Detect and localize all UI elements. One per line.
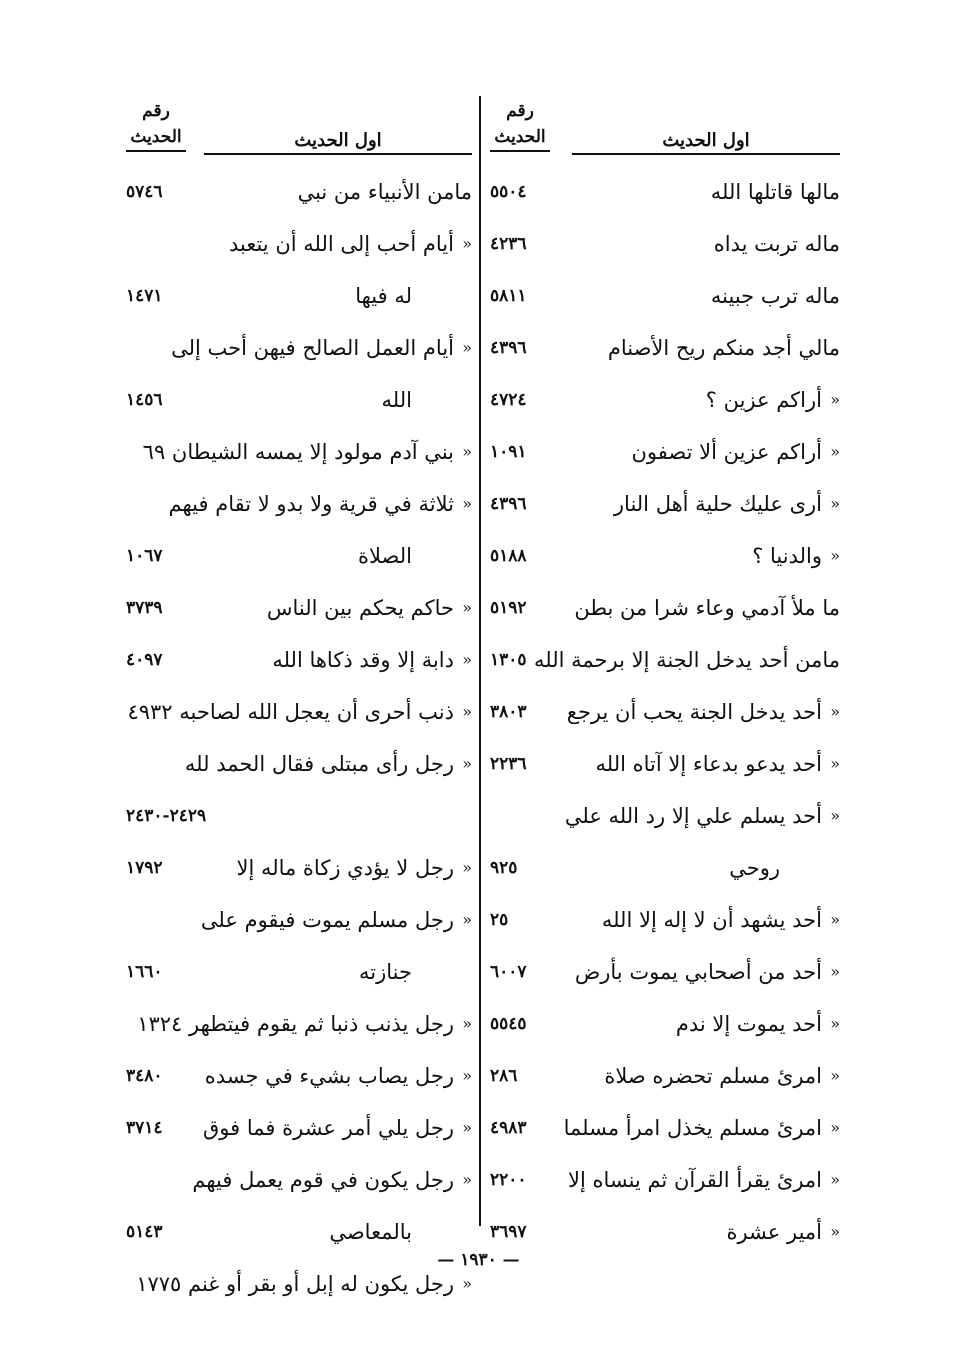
hadith-opening-text: أحد من أصحابي يموت بأرض [574,960,822,984]
hadith-number-header: رقم الحديث [126,100,186,152]
hadith-opening-text: أيام أحب إلى الله أن يتعبد [228,232,454,256]
ditto-mark: « [830,1222,840,1241]
index-entry [126,998,472,1050]
hadith-number: ٣٧٣٩ [126,598,163,618]
hadith-number: ٢٢٣٦ [490,754,527,774]
ditto-mark: « [830,754,840,773]
ditto-mark: « [830,1170,840,1189]
index-entry [126,478,472,530]
hadith-number: ٥٥٤٥ [490,1014,527,1034]
hadith-number: ٣٦٩٧ [490,1222,527,1242]
hadith-number: ٣٤٨٠ [126,1066,163,1086]
hadith-opening-text: الصلاة [358,544,412,568]
ditto-mark: « [830,962,840,981]
hadith-number: ٣٧١٤ [126,1118,163,1138]
hadith-opening-text: دابة إلا وقد ذكاها الله [272,648,454,672]
hadith-opening-text: امرئ يقرأ القرآن ثم ينساه إلا [567,1168,822,1192]
hadith-opening-text: مالها قاتلها الله [710,180,840,204]
ditto-mark: « [462,1170,472,1189]
hadith-opening-text: أراكم عزين ألا تصفون [631,440,822,464]
left-column [126,100,472,1310]
ditto-mark: « [462,1066,472,1085]
hadith-number: ٤٣٩٦ [490,494,527,514]
hadith-number: ١٧٩٢ [126,858,163,878]
left-entries [126,166,472,1310]
index-entry [126,582,472,634]
ditto-mark: « [830,494,840,513]
index-entry [126,530,472,582]
ditto-mark: « [830,1066,840,1085]
hadith-number: ٤٠٩٧ [126,650,163,670]
index-entry [126,842,472,894]
hadith-opening-text: ما ملأ آدمي وعاء شرا من بطن [574,596,840,620]
hadith-number: ٥٧٤٦ [126,182,163,202]
index-entry [126,1050,472,1102]
hadith-number: ٥٨١١ [490,286,527,306]
hadith-opening-text: ذنب أحرى أن يعجل الله لصاحبه ٤٩٣٢ [127,700,454,724]
hadith-opening-text: أراكم عزين ؟ [705,388,822,412]
index-entry [490,582,840,634]
ditto-mark: « [462,910,472,929]
ditto-mark: « [830,910,840,929]
hadith-opening-text: رجل يكون له إبل أو بقر أو غنم ١٧٧٥ [136,1272,454,1296]
hadith-opening-text: مامن الأنبياء من نبي [297,180,472,204]
index-entry [490,842,840,894]
hadith-number: ٢٤٢٩-٢٤٣٠ [126,806,207,826]
index-entry [126,946,472,998]
hadith-opening-text: امرئ مسلم يخذل امرأ مسلما [563,1116,822,1140]
hadith-number: ٢٢٠٠ [490,1170,527,1190]
index-entry [126,270,472,322]
hadith-number: ٦٠٠٧ [490,962,527,982]
hadith-opening-text: ثلاثة في قرية ولا بدو لا تقام فيهم [168,492,454,516]
hadith-opening-text: ماله تربت يداه [713,232,840,256]
ditto-mark: « [462,1274,472,1293]
index-entry [490,686,840,738]
hadith-number: ٥١٩٢ [490,598,527,618]
hadith-opening-text: أرى عليك حلية أهل النار [613,492,822,516]
hadith-opening-text: روحي [729,856,780,880]
hadith-opening-text: مالي أجد منكم ريح الأصنام [607,336,840,360]
hadith-number: ١٤٧١ [126,286,163,306]
index-entry [490,270,840,322]
ditto-mark: « [830,1014,840,1033]
ditto-mark: « [462,598,472,617]
hadith-number: ٢٥ [490,910,509,930]
index-entry [126,790,472,842]
hadith-number: ٢٨٦ [490,1066,518,1086]
ditto-mark: « [830,546,840,565]
index-entry [490,478,840,530]
index-entry [490,738,840,790]
ditto-mark: « [462,1118,472,1137]
index-entry [490,894,840,946]
hadith-opening-text: له فيها [355,284,412,308]
index-entry [126,1154,472,1206]
hadith-opening-text: رجل يلي أمر عشرة فما فوق [203,1116,454,1140]
hadith-number: ٥١٨٨ [490,546,527,566]
hadith-opening-text: حاكم يحكم بين الناس [266,596,454,620]
index-entry [490,166,840,218]
ditto-mark: « [462,702,472,721]
index-entry [126,686,472,738]
right-column [490,100,840,1258]
hadith-opening-text: أحد يموت إلا ندم [675,1012,822,1036]
index-entry [490,1102,840,1154]
ditto-mark: « [462,234,472,253]
hadith-opening-text: رجل رأى مبتلى فقال الحمد لله [184,752,454,776]
ditto-mark: « [462,650,472,669]
hadith-opening-text: أحد يدخل الجنة يحب أن يرجع [566,700,822,724]
index-entry [126,166,472,218]
hadith-number: ١٤٥٦ [126,390,163,410]
ditto-mark: « [462,754,472,773]
index-entry [490,374,840,426]
hadith-opening-text: بالمعاصي [329,1220,412,1244]
hadith-number: ٣٨٠٣ [490,702,527,722]
index-entry [490,790,840,842]
hadith-number: ١٠٦٧ [126,546,163,566]
hadith-number: ٤٢٣٦ [490,234,527,254]
index-entry [126,894,472,946]
hadith-opening-text: بني آدم مولود إلا يمسه الشيطان ٦٩ [142,440,454,464]
hadith-opening-text: الله [381,388,412,412]
hadith-opening-text: مامن أحد يدخل الجنة إلا برحمة الله [534,648,840,672]
column-header [490,100,840,166]
hadith-start-header: اول الحديث [204,130,472,155]
hadith-number: ١٣٠٥ [490,650,527,670]
right-entries [490,166,840,1258]
ditto-mark: « [830,702,840,721]
ditto-mark: « [830,442,840,461]
index-entry [126,218,472,270]
hadith-opening-text: أحد يسلم علي إلا رد الله علي [564,804,822,828]
ditto-mark: « [462,442,472,461]
hadith-opening-text: رجل يكون في قوم يعمل فيهم [192,1168,454,1192]
hadith-number: ١٦٦٠ [126,962,163,982]
hadith-number: ٤٣٩٦ [490,338,527,358]
index-entry [490,634,840,686]
hadith-opening-text: جنازته [359,960,412,984]
hadith-opening-text: ماله ترب جبينه [710,284,840,308]
ditto-mark: « [830,390,840,409]
hadith-opening-text: أيام العمل الصالح فيهن أحب إلى [171,336,454,360]
hadith-number: ٤٩٨٣ [490,1118,527,1138]
index-entry [490,946,840,998]
hadith-opening-text: أحد يشهد أن لا إله إلا الله [601,908,822,932]
ditto-mark: « [462,858,472,877]
hadith-opening-text: رجل مسلم يموت فيقوم على [200,908,454,932]
page-number: — ١٩٣٠ — [437,1250,520,1270]
index-entry [490,1050,840,1102]
hadith-opening-text: رجل يصاب بشيء في جسده [204,1064,454,1088]
ditto-mark: « [830,1118,840,1137]
ditto-mark: « [462,338,472,357]
hadith-number: ٥٥٠٤ [490,182,527,202]
index-entry [126,322,472,374]
hadith-opening-text: رجل يذنب ذنبا ثم يقوم فيتطهر ١٣٢٤ [137,1012,454,1036]
column-divider [479,96,481,1226]
ditto-mark: « [462,1014,472,1033]
index-entry [126,426,472,478]
hadith-opening-text: امرئ مسلم تحضره صلاة [604,1064,822,1088]
index-entry [126,634,472,686]
index-entry [490,218,840,270]
hadith-opening-text: أحد يدعو بدعاء إلا آتاه الله [595,752,822,776]
hadith-opening-text: أمير عشرة [726,1220,822,1244]
hadith-number: ٩٢٥ [490,858,518,878]
index-entry [126,1102,472,1154]
index-entry [490,322,840,374]
hadith-number-header: رقم الحديث [490,100,550,152]
index-entry [126,374,472,426]
hadith-start-header: اول الحديث [572,130,840,155]
column-header [126,100,472,166]
index-entry [490,998,840,1050]
hadith-number: ٤٧٢٤ [490,390,527,410]
hadith-opening-text: رجل لا يؤدي زكاة ماله إلا [236,856,454,880]
index-entry [126,738,472,790]
index-entry [490,530,840,582]
hadith-number: ١٠٩١ [490,442,527,462]
hadith-number: ٥١٤٣ [126,1222,163,1242]
index-entry [490,1154,840,1206]
index-entry [490,426,840,478]
ditto-mark: « [830,806,840,825]
hadith-opening-text: والدنيا ؟ [752,544,822,568]
ditto-mark: « [462,494,472,513]
